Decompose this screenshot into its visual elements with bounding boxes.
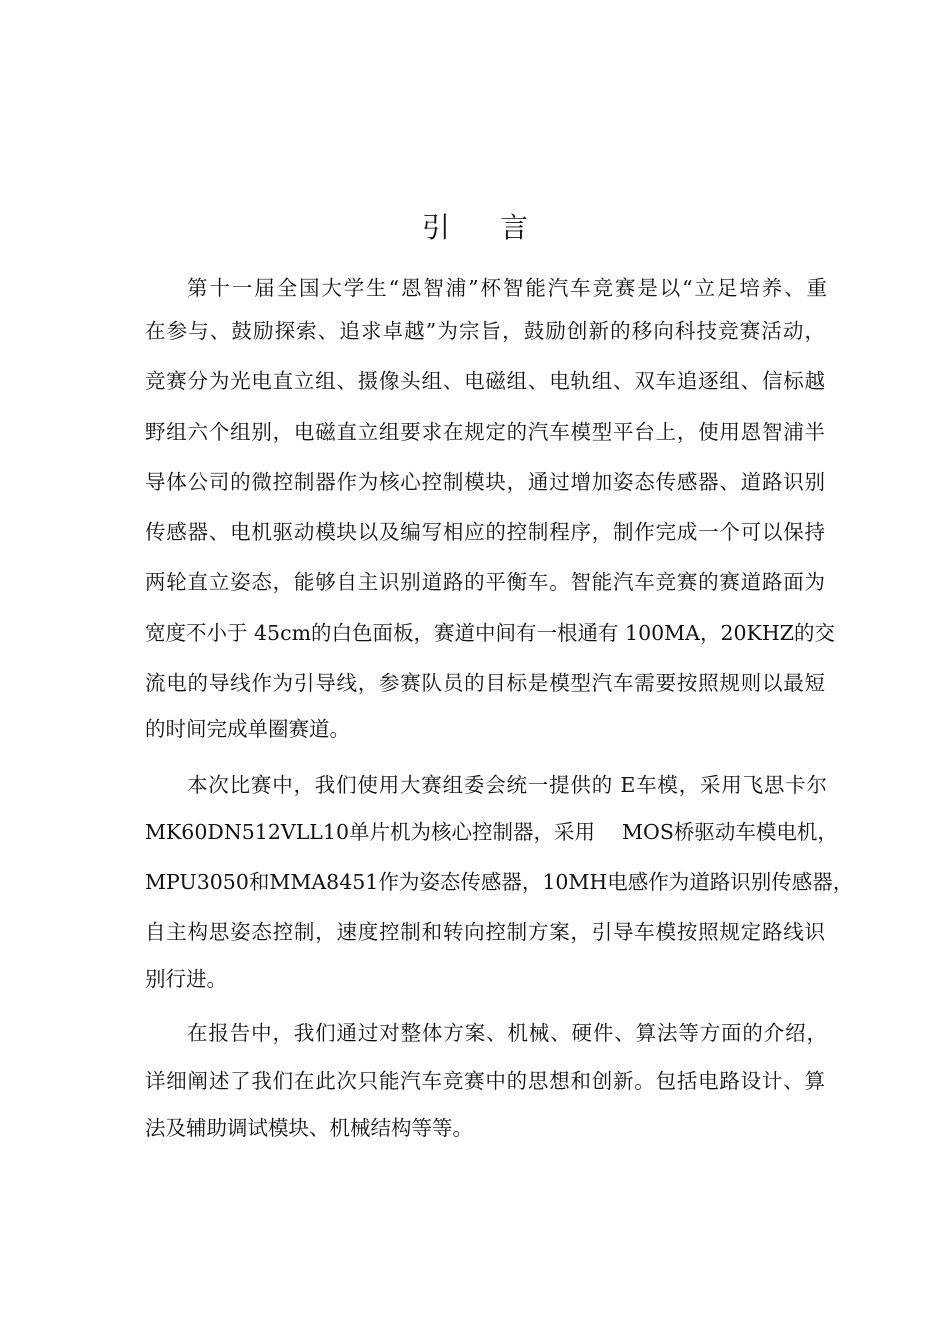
paragraph-1-line-10: 的时间完成单圈赛道。: [145, 717, 350, 741]
paragraph-1-line-3: 竞赛分为光电直立组、摄像头组、电磁组、电轨组、双车追逐组、信标越: [145, 369, 825, 393]
paragraph-1-line-2: 在参与、鼓励探索、追求卓越”为宗旨，鼓励创新的移向科技竞赛活动，: [145, 319, 825, 343]
paragraph-1-line-7: 两轮直立姿态，能够自主识别道路的平衡车。智能汽车竞赛的赛道路面为: [145, 570, 825, 594]
paragraph-1-line-8: 宽度不小于 45cm的白色面板，赛道中间有一根通有 100MA，20KHZ的交: [145, 621, 835, 645]
paragraph-3-line-3: 法及辅助调试模块、机械结构等等。: [145, 1116, 473, 1140]
paragraph-2-line-4: 自主构思姿态控制，速度控制和转向控制方案，引导车模按照规定路线识: [145, 920, 825, 944]
paragraph-2-line-2: MK60DN512VLL10单片机为核心控制器，采用 MOS桥驱动车模电机，: [145, 820, 838, 844]
paragraph-1-line-5: 导体公司的微控制器作为核心控制模块，通过增加姿态传感器、道路识别: [145, 470, 825, 494]
paragraph-2-line-1: 本次比赛中，我们使用大赛组委会统一提供的 E车模，采用飞思卡尔: [187, 773, 827, 797]
paragraph-1-line-6: 传感器、电机驱动模块以及编写相应的控制程序，制作完成一个可以保持: [145, 520, 825, 544]
paragraph-2-line-3: MPU3050和MMA8451作为姿态传感器，10MH电感作为道路识别传感器，: [145, 870, 854, 894]
paragraph-3-line-1: 在报告中，我们通过对整体方案、机械、硬件、算法等方面的介绍，: [187, 1021, 827, 1045]
paragraph-1-line-9: 流电的导线作为引导线，参赛队员的目标是模型汽车需要按照规则以最短: [145, 671, 825, 695]
paragraph-3-line-2: 详细阐述了我们在此次只能汽车竞赛中的思想和创新。包括电路设计、算: [145, 1069, 825, 1093]
paragraph-1-line-1: 第十一届全国大学生“恩智浦”杯智能汽车竞赛是以“立足培养、重: [187, 276, 827, 300]
paragraph-2-line-5: 别行进。: [145, 967, 227, 991]
paragraph-1-line-4: 野组六个组别，电磁直立组要求在规定的汽车模型平台上，使用恩智浦半: [145, 420, 825, 444]
page-title: 引言: [421, 211, 578, 244]
